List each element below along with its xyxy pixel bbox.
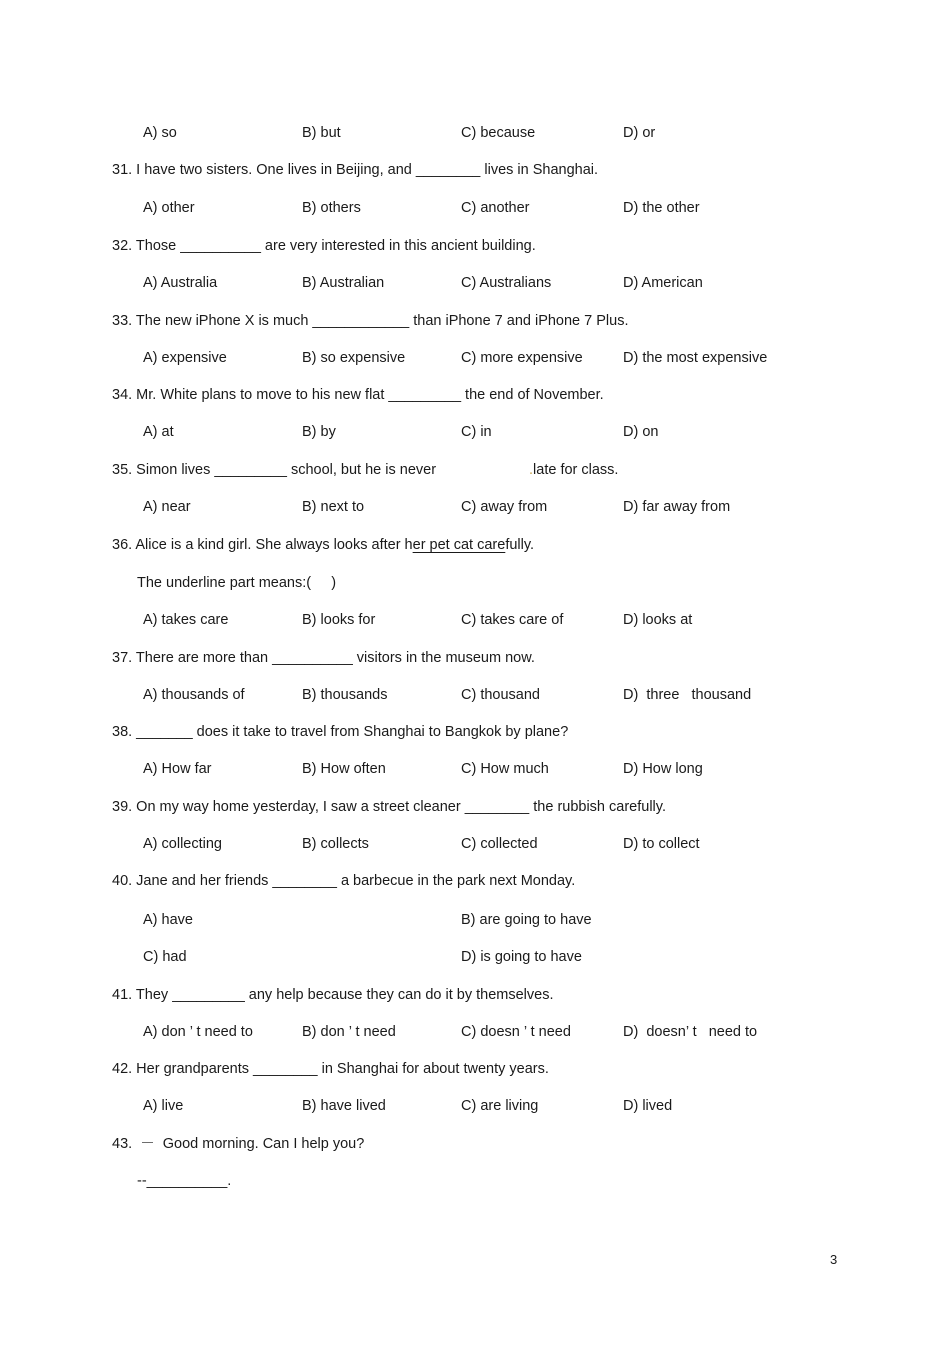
question-35-stem-end xyxy=(529,461,618,479)
question-37-stem: 37. There are more than __________ visitors in the museum now. xyxy=(112,650,535,666)
question-31-stem: 31. I have two sisters. One lives in Beijing, and ________ lives in Shanghai. xyxy=(112,162,599,178)
question-43-answer-blank: --__________. xyxy=(137,1173,232,1189)
option-d: D) far away from xyxy=(623,499,731,515)
question-36-stem xyxy=(112,536,534,554)
option-d: D) is going to have xyxy=(461,949,582,965)
underlined-phrase: er pet cat care xyxy=(412,537,506,553)
question-35-stem-tail: late for class. xyxy=(533,462,619,478)
option-c: C) in xyxy=(461,424,492,440)
option-d: D) doesn’ t need to xyxy=(623,1024,758,1040)
option-b: B) are going to have xyxy=(461,912,592,928)
option-b: B) thousands xyxy=(302,687,388,703)
option-a: A) other xyxy=(143,200,195,216)
option-d: D) the other xyxy=(623,200,700,216)
option-c: C) are living xyxy=(461,1098,539,1114)
option-d: D) the most expensive xyxy=(623,350,768,366)
question-33-stem: 33. The new iPhone X is much ____________ than iPhone 7 and iPhone 7 Plus. xyxy=(112,313,629,329)
option-c: C) Australians xyxy=(461,275,552,291)
option-b: B) collects xyxy=(302,836,369,852)
option-d: D) three thousand xyxy=(623,687,752,703)
option-b: B) Australian xyxy=(302,275,385,291)
option-d: D) How long xyxy=(623,761,703,777)
question-36-subprompt: The underline part means:( ) xyxy=(137,575,337,591)
option-b: B) but xyxy=(302,125,341,141)
option-a: A) takes care xyxy=(143,612,229,628)
option-a: A) How far xyxy=(143,761,212,777)
question-35-stem: 35. Simon lives _________ school, but he is never xyxy=(112,462,437,478)
option-d: D) American xyxy=(623,275,703,291)
option-b: B) others xyxy=(302,200,361,216)
stray-dot: . xyxy=(529,462,534,478)
option-d: D) on xyxy=(623,424,659,440)
option-a: A) live xyxy=(143,1098,184,1114)
option-d: D) looks at xyxy=(623,612,693,628)
option-a: A) have xyxy=(143,912,193,928)
question-36-stem-pre: 36. Alice is a kind girl. She always looks after h xyxy=(112,537,413,553)
option-b: B) so expensive xyxy=(302,350,406,366)
option-c: C) takes care of xyxy=(461,612,564,628)
option-c: C) because xyxy=(461,125,536,141)
option-a: A) so xyxy=(143,125,177,141)
option-c: C) another xyxy=(461,200,530,216)
option-c: C) How much xyxy=(461,761,549,777)
option-c: C) doesn ’ t need xyxy=(461,1024,571,1040)
option-a: A) don ’ t need to xyxy=(143,1024,253,1040)
question-36-stem-post: fully. xyxy=(505,537,535,553)
option-d: D) to collect xyxy=(623,836,700,852)
option-a: A) thousands of xyxy=(143,687,245,703)
option-c: C) had xyxy=(143,949,187,965)
option-b: B) next to xyxy=(302,499,365,515)
question-41-stem: 41. They _________ any help because they can do it by themselves. xyxy=(112,987,554,1003)
option-c: C) thousand xyxy=(461,687,540,703)
option-a: A) near xyxy=(143,499,191,515)
question-38-stem: 38. _______ does it take to travel from Shanghai to Bangkok by plane? xyxy=(112,724,569,740)
question-43-stem: 43. － Good morning. Can I help you? xyxy=(112,1136,365,1152)
option-b: B) by xyxy=(302,424,336,440)
question-34-stem: 34. Mr. White plans to move to his new flat _________ the end of November. xyxy=(112,387,604,403)
option-b: B) looks for xyxy=(302,612,376,628)
option-c: C) collected xyxy=(461,836,538,852)
question-40-stem: 40. Jane and her friends ________ a barbecue in the park next Monday. xyxy=(112,873,576,889)
page-number: 3 xyxy=(830,1252,838,1267)
option-a: A) at xyxy=(143,424,174,440)
option-d: D) or xyxy=(623,125,656,141)
question-39-stem: 39. On my way home yesterday, I saw a street cleaner ________ the rubbish carefully. xyxy=(112,799,666,815)
option-b: B) have lived xyxy=(302,1098,386,1114)
option-b: B) don ’ t need xyxy=(302,1024,396,1040)
option-a: A) collecting xyxy=(143,836,222,852)
option-c: C) more expensive xyxy=(461,350,583,366)
option-d: D) lived xyxy=(623,1098,673,1114)
question-42-stem: 42. Her grandparents ________ in Shanghai for about twenty years. xyxy=(112,1061,549,1077)
question-32-stem: 32. Those __________ are very interested in this ancient building. xyxy=(112,238,536,254)
option-a: A) Australia xyxy=(143,275,218,291)
option-a: A) expensive xyxy=(143,350,227,366)
option-c: C) away from xyxy=(461,499,548,515)
option-b: B) How often xyxy=(302,761,386,777)
